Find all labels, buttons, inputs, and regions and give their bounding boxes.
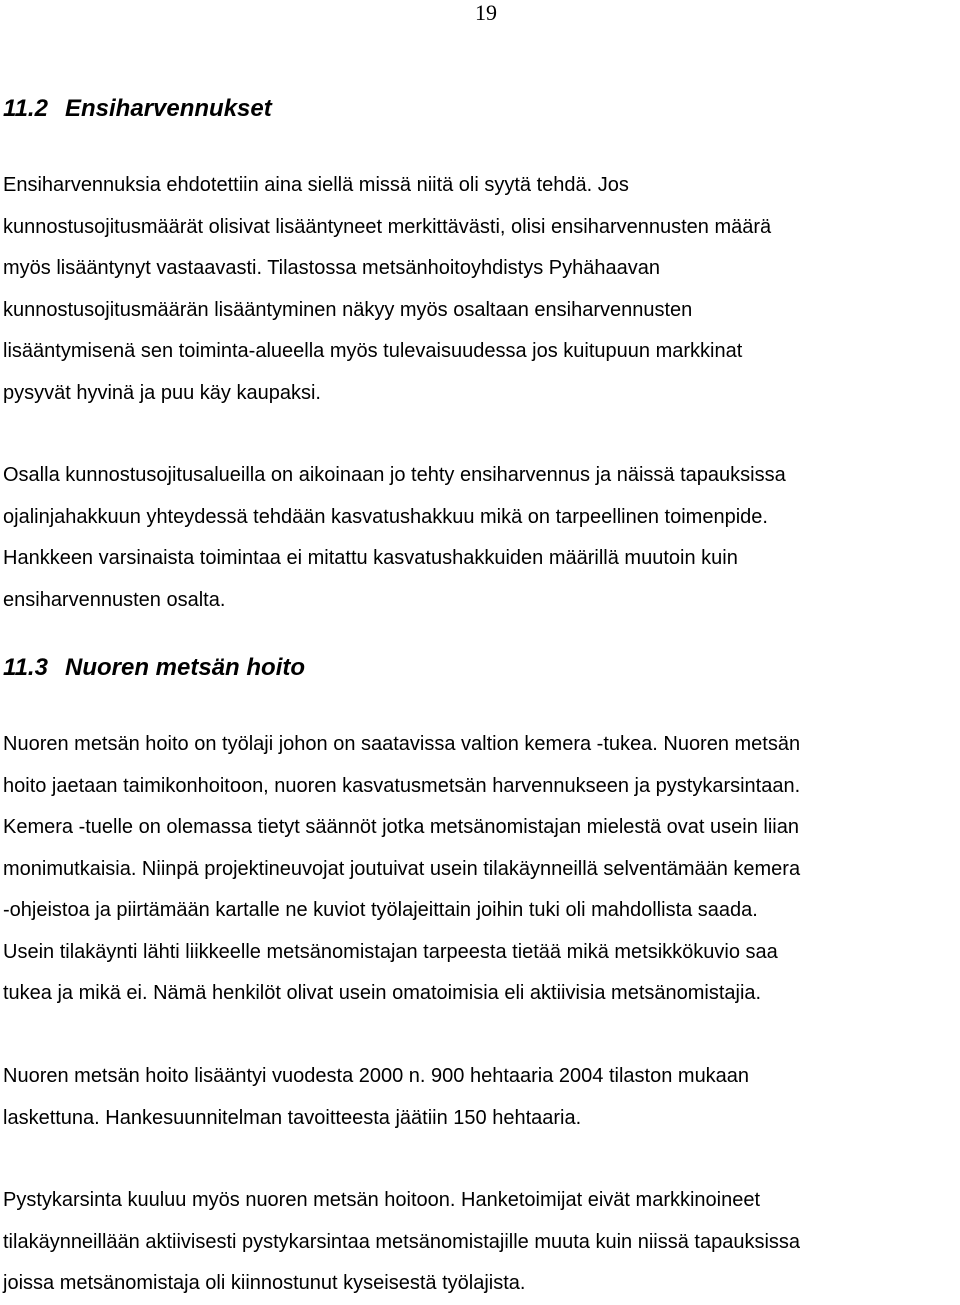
section-heading-11-2 — [3, 94, 272, 124]
text-line: Kemera -tuelle on olemassa tietyt säännöt jotka metsänomistajan mielestä ovat usein liian — [3, 816, 799, 838]
section-title: Ensiharvennukset — [65, 95, 272, 122]
text-line: kunnostusojitusmäärän lisääntyminen näkyy myös osaltaan ensiharvennusten — [3, 298, 693, 321]
text-line: hoito jaetaan taimikonhoitoon, nuoren kasvatusmetsän harvennukseen ja pystykarsintaan. — [3, 774, 801, 797]
paragraph — [3, 455, 957, 621]
section-heading-11-3 — [3, 653, 305, 683]
paragraph — [3, 165, 957, 414]
text-line: Nuoren metsän hoito on työlaji johon on saatavissa valtion kemera -tukea. Nuoren metsän — [3, 733, 801, 755]
paragraph — [3, 1180, 957, 1305]
text-line: tukea ja mikä ei. Nämä henkilöt olivat usein omatoimisia eli aktiivisia metsänomistajia. — [3, 982, 762, 1004]
text-line: myös lisääntynyt vastaavasti. Tilastossa metsänhoitoyhdistys Pyhähaavan — [3, 257, 660, 279]
text-line: pysyvät hyvinä ja puu käy kaupaksi. — [3, 381, 321, 404]
text-line: joissa metsänomistaja oli kiinnostunut kyseisestä työlajista. — [3, 1272, 526, 1294]
section-title: Nuoren metsän hoito — [65, 654, 306, 681]
paragraph — [3, 1056, 957, 1139]
text-line: ensiharvennusten osalta. — [3, 588, 226, 611]
section-number: 11.3 — [3, 654, 48, 681]
text-line: ojalinjahakkuun yhteydessä tehdään kasvatushakkuu mikä on tarpeellinen toimenpide. — [3, 505, 768, 528]
text-line: Usein tilakäynti lähti liikkeelle metsänomistajan tarpeesta tietää mikä metsikkökuvio saa — [3, 940, 778, 963]
text-line: lisääntymisenä sen toiminta-alueella myös tulevaisuudessa jos kuitupuun markkinat — [3, 340, 743, 362]
text-line: monimutkaisia. Niinpä projektineuvojat joutuivat usein tilakäynneillä selventämään kemera — [3, 857, 801, 880]
text-line: Nuoren metsän hoito lisääntyi vuodesta 2000 n. 900 hehtaaria 2004 tilaston mukaan — [3, 1065, 750, 1087]
text-line: -ohjeistoa ja piirtämään kartalle ne kuviot työlajeittain joihin tuki oli mahdollista saada. — [3, 899, 758, 921]
text-line: tilakäynneillään aktiivisesti pystykarsintaa metsänomistajille muuta kuin niissä tapauksissa — [3, 1230, 801, 1253]
text-line: laskettuna. Hankesuunnitelman tavoitteesta jäätiin 150 hehtaaria. — [3, 1106, 582, 1129]
text-line: Pystykarsinta kuuluu myös nuoren metsän hoitoon. Hanketoimijat eivät markkinoineet — [3, 1189, 761, 1211]
text-line: Osalla kunnostusojitusalueilla on aikoinaan jo tehty ensiharvennus ja näissä tapauksissa — [3, 464, 786, 486]
page-number: 19 — [475, 0, 497, 25]
section-number: 11.2 — [3, 95, 48, 122]
paragraph — [3, 724, 957, 1015]
text-line: kunnostusojitusmäärät olisivat lisääntyneet merkittävästi, olisi ensiharvennusten määrä — [3, 215, 772, 238]
text-line: Ensiharvennuksia ehdotettiin aina siellä missä niitä oli syytä tehdä. Jos — [3, 174, 629, 196]
text-line: Hankkeen varsinaista toimintaa ei mitattu kasvatushakkuiden määrillä muutoin kuin — [3, 547, 738, 569]
